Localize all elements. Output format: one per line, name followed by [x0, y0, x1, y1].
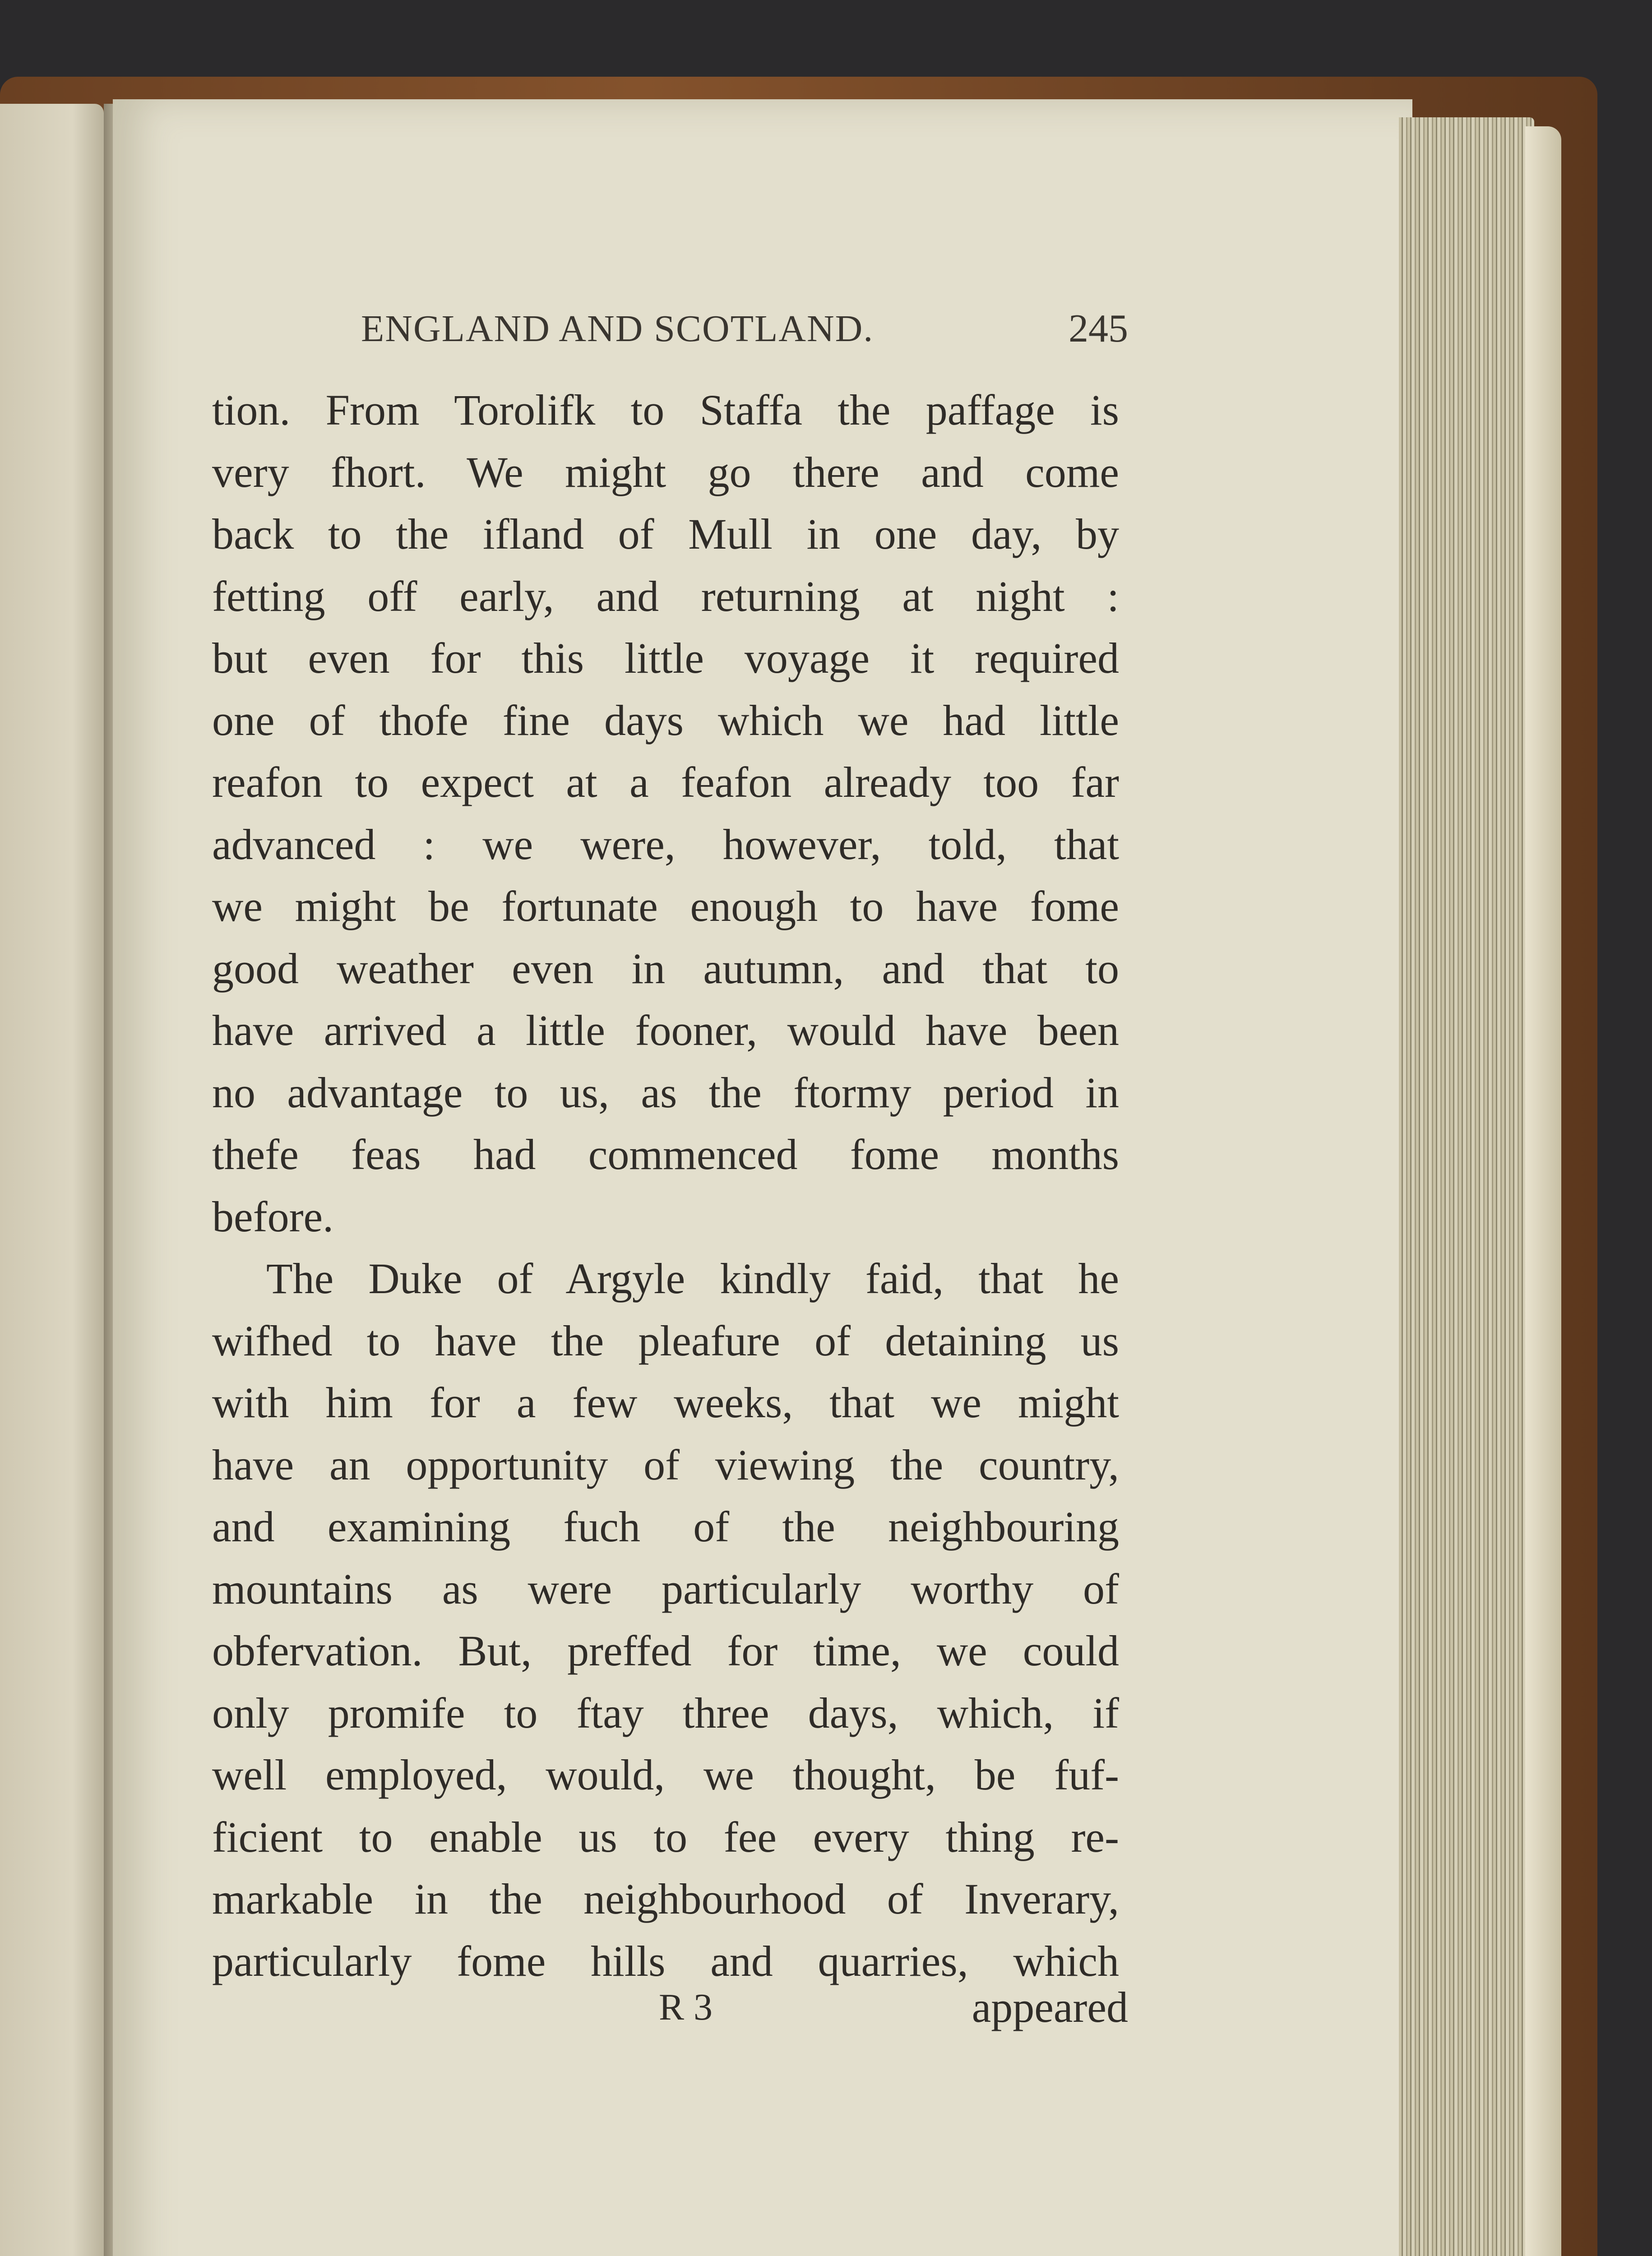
text-line: we might be fortunate enough to have fome — [212, 882, 1119, 930]
text-line: good weather even in autumn, and that to — [212, 944, 1119, 993]
signature-mark: R 3 — [659, 1986, 713, 2028]
body-text — [212, 379, 1119, 1992]
text-line: with him for a few weeks, that we might — [212, 1378, 1119, 1427]
text-line: before. — [212, 1192, 334, 1241]
text-line: markable in the neighbourhood of Inverary, — [212, 1875, 1119, 1923]
text-line: only promife to ftay three days, which, if — [212, 1688, 1119, 1737]
text-line: well employed, would, we thought, be fuf- — [212, 1751, 1119, 1799]
text-line: very fhort. We might go there and come — [212, 448, 1119, 496]
text-line: reafon to expect at a feafon already too far — [212, 758, 1119, 806]
text-line: and examining fuch of the neighbouring — [212, 1502, 1119, 1551]
text-line: back to the ifland of Mull in one day, by — [212, 510, 1119, 558]
text-line: have arrived a little fooner, would have been — [212, 1006, 1119, 1054]
facing-page-edge — [0, 104, 104, 2256]
text-line: advanced : we were, however, told, that — [212, 820, 1119, 869]
text-line: fetting off early, and returning at night : — [212, 572, 1119, 620]
fore-edge — [1525, 126, 1561, 2256]
text-line: particularly fome hills and quarries, which — [212, 1937, 1119, 1985]
page-number: 245 — [1069, 307, 1128, 351]
text-line: mountains as were particularly worthy of — [212, 1564, 1119, 1613]
text-line: thefe feas had commenced fome months — [212, 1130, 1119, 1179]
text-line: wifhed to have the pleafure of detaining us — [212, 1316, 1119, 1365]
text-line: have an opportunity of viewing the country, — [212, 1440, 1119, 1489]
text-line: The Duke of Argyle kindly faid, that he — [266, 1254, 1119, 1303]
text-line: tion. From Torolifk to Staffa the paffage is — [212, 386, 1119, 434]
running-head: ENGLAND AND SCOTLAND. — [361, 308, 874, 350]
text-line: ficient to enable us to fee every thing re- — [212, 1812, 1119, 1861]
catchword: appeared — [972, 1983, 1128, 2031]
text-line: no advantage to us, as the ftormy period in — [212, 1068, 1119, 1117]
text-line: but even for this little voyage it required — [212, 634, 1119, 682]
text-line: one of thofe fine days which we had little — [212, 696, 1119, 744]
page-block-edges — [1399, 117, 1534, 2256]
text-line: obfervation. But, preffed for time, we could — [212, 1627, 1119, 1675]
